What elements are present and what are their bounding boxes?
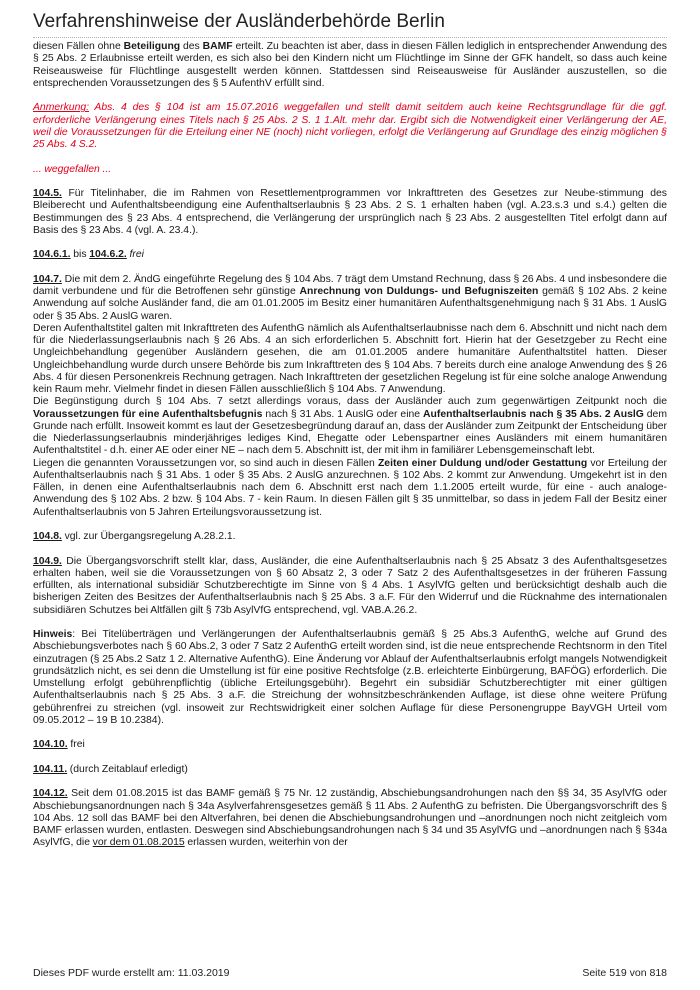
document-body (33, 41, 667, 850)
section-104-7: 104.7. Die mit dem 2. ÄndG eingeführte Regelung des § 104 Abs. 7 trägt dem Umstand Rechnung, dass § 26 Abs. 4 und insbesondere die damit verbundene und für die Betroffenen sehr günstige Anrechnung von Duldungs- und Befugniszeiten gemäß § 102 Abs. 2 keine Anwendung auf solche Ausländer fand, die am 01.01.2005 im Besitz einer humanitären Aufenthaltsgenehmigung nach § 31 Abs. 1 AuslG oder § 35 Abs. 2 AuslG waren. (33, 273, 667, 322)
section-104-9: 104.9. Die Übergangsvorschrift stellt klar, dass, Ausländer, die eine Aufenthaltserlaubnis nach § 25 Absatz 3 des Aufenthaltsgesetzes erhalten haben, weil sie die Voraussetzungen von § 60 Absatz 2, 3 oder 7 Satz 2 des Aufenthaltsgesetzes in der früheren Fassung erfüllten, als international subsidiär Schutzberechtigte im Sinne von § 4 Abs. 1 AsylVfG gelten und berücksichtigt deshalb auch die bisherigen Zeiten des Besitzes der Aufenthaltserlaubnis nach § 25 Abs. 3 a.F. Für den Widerruf und die Rücknahme des internationalen subsidiären Schutzes bei Altfällen gilt § 73b AsylVfG entsprechend, vgl. VAB.A.26.2. (33, 555, 667, 616)
footer-page-number: Seite 519 von 818 (582, 967, 667, 979)
section-number: 104.11. (33, 763, 68, 775)
section-number: 104.6.2. (89, 249, 127, 261)
section-104-7-para-4: Liegen die genannten Voraussetzungen vor, so sind auch in diesen Fällen Zeiten einer Duldung und/oder Gestattung vor Erteilung der Aufenthaltserlaubnis nach § 31 Abs. 1 oder § 35 Abs. 2 AuslG anzurechnen. § 102 Abs. 2 kommt zur Anwendung. Umgekehrt ist in den Fällen, in denen eine Aufenthaltserlaubnis nach dem 6. Abschnitt erst nach dem 1.1.2005 erteilt wurde, für eine - auch analoge- Anwendung des § 102 Abs. 2 bzw. § 104 Abs. 7 - kein Raum. In diesen Fällen gilt § 35 unmittelbar, so dass in jedem Fall der Besitz einer Aufenthaltserlaubnis von 5 Jahren Erteilungsvoraussetzung ist. (33, 457, 667, 518)
hinweis-label: Hinweis (33, 629, 73, 640)
section-104-8: 104.8. vgl. zur Übergangsregelung A.28.2.1. (33, 531, 236, 542)
header-divider (33, 37, 667, 38)
section-number: 104.10. (33, 739, 68, 751)
note-label: Anmerkung: (33, 102, 90, 114)
section-104-10: 104.10. frei (33, 739, 85, 751)
section-104-7-para-3: Die Begünstigung durch § 104 Abs. 7 setzt allerdings voraus, dass der Ausländer auch zum gegenwärtigen Zeitpunkt noch die Voraussetzungen für eine Aufenthaltsbefugnis nach § 31 Abs. 1 AuslG oder eine Aufenthaltserlaubnis nach § 35 Abs. 2 AuslG dem Grunde nach erfüllt. Insoweit kommt es laut der Gesetzesbegründung darauf an, dass der Ausländer zum Zeitpunkt der Entscheidung über die Niederlassungserlaubnis minderjähriges lediges Kind, Ehegatte oder Lebenspartner eines Ausländers mit einem humanitären Aufenthaltstitel - d.h. einer AE oder einer NE – nach dem 5. Abschnitt ist, der mit ihm in familiärer Lebensgemeinschaft lebt. (33, 396, 667, 457)
section-104-5: 104.5. Für Titelinhaber, die im Rahmen von Resettlementprogrammen vor Inkrafttreten des Gesetzes zur Neube-stimmung des Bleiberecht und Aufenthaltsbeendigung eine Aufenthaltserlaubnis § 23 Abs. 2 S. 1 erhalten haben (vgl. A.23.s.3 und s.4.) gelten die Bestimmungen des § 23 Abs. 4 entsprechend, die Verlängerung der ursprünglich nach § 23 Abs. 2 ausgestellten Titel erfolgt dann auf Basis des § 23 Abs. 4 (vgl. A. 23.4.). (33, 188, 667, 236)
section-104-6: 104.6.1. bis 104.6.2. frei (33, 249, 144, 261)
footer-created-date: Dieses PDF wurde erstellt am: 11.03.2019 (33, 967, 230, 979)
section-104-7-para-2: Deren Aufenthaltstitel galten mit Inkrafttreten des AufenthG nämlich als Aufenthaltserlaubnisse nach dem 6. Abschnitt und nicht nach dem für die Niederlassungserlaubnis nach § 26 Abs. 4 an sich erforderlichen 5. Abschnitt fort. Hierin hat der Gesetzgeber zu Recht eine Ungleichbehandlung gegenüber Ausländern gesehen, die am 01.01.2005 andere humanitäre Aufenthaltstitel hatten. Dieser Ungleichbehandlung wurde durch unsere Behörde bis zum Inkrafttreten des § 104 Abs. 7 bereits durch eine analoge Anwendung des § 26 Abs. 4 für diesen Personenkreis Rechnung getragen. Nach Inkrafttreten der gesetzlichen Regelung ist für eine solche analoge Anwendung kein Raum mehr. Vielmehr findet in diesen Fällen ausschließlich § 104 Abs. 7 Anwendung. (33, 322, 667, 395)
section-number: 104.6.1. (33, 249, 71, 261)
underlined-date: vor dem 01.08.2015 (92, 837, 185, 849)
section-104-11: 104.11. (durch Zeitablauf erledigt) (33, 763, 188, 775)
section-104-12: 104.12. Seit dem 01.08.2015 ist das BAMF gemäß § 75 Nr. 12 zuständig, Abschiebungsandrohungen nach den §§ 34, 35 AsylVfG oder Abschiebungsanordnungen nach § 34a Asylverfahrensgesetzes gemäß § 11 Abs. 2 AufenthG zu befristen. Die Übergangsvorschrift des § 104 Abs. 12 soll das BAMF bei den Altverfahren, bei denen die Abschiebungsandrohungen und –anordnungen noch nicht zeitgleich vom BAMF erlassen wurden, entlasten. Deswegen sind Abschiebungsandrohungen nach § 34 und 35 AsylVfG und –anordnungen nach § §34a AsylVfG, die vor dem 01.08.2015 erlassen wurden, weiterhin von der (33, 788, 667, 849)
section-number: 104.9. (33, 555, 62, 567)
hinweis-paragraph: Hinweis: Bei Titelüberträgen und Verlängerungen der Aufenthaltserlaubnis gemäß § 25 Abs.3 AufenthG, welche auf Grund des Abschiebungsverbotes nach § 60 Abs.2, 3 oder 7 Satz 2 AufenthG erteilt worden sind, ist die neue entsprechende Rechtsnorm in den Titel einzutragen (§ 25 Abs.2 Satz 1 2. Alternative AufenthG). Eine Änderung vor Ablauf der Aufenthaltserlaubnis erfolgt mangels Notwendigkeit grundsätzlich nicht, es sei denn die Umstellung ist für eine positive Rechtsfolge (z.B. erleichterte Einbürgerung, BAFÖG) erforderlich. Die Umstellung erfolgt gebührenpflichtig (übliche Erteilungsgebühr). Begehrt ein subsidiär Schutzberechtigter mit einer gültigen Aufenthaltserlaubnis nach § 25 Abs. 3 a.F. die Streichung der wohnsitzbeschränkenden Auflage, ist diese ohne weitere Prüfung gebührenfrei zu streichen (vgl. insoweit zur Rechtswidrigkeit einer solchen Auflage für diese Personengruppe BayVGH Urteil vom 09.05.2012 – 19 B 10.2384). (33, 629, 667, 726)
note-paragraph: Anmerkung: Abs. 4 des § 104 ist am 15.07.2016 weggefallen und stellt damit seitdem auch keine Rechtsgrundlage für die ggf. erforderliche Verlängerung eines Titels nach § 25 Abs. 2 S. 1 1.Alt. mehr dar. Ergibt sich die Notwendigkeit einer Verlängerung der AE, weil die Voraussetzungen für die Erteilung einer NE (noch) nicht vorliegen, erfolgt die Verlängerung auf Grundlage des einzig möglichen § 25 Abs. 4 S.2. (33, 102, 667, 150)
page-header-title: Verfahrenshinweise der Ausländerbehörde Berlin (33, 11, 445, 32)
removed-marker: ... weggefallen ... (33, 163, 112, 175)
section-number: 104.8. (33, 531, 62, 542)
paragraph-intro: diesen Fällen ohne Beteiligung des BAMF erteilt. Zu beachten ist aber, dass in diesen Fällen lediglich in entsprechender Anwendung des § 25 Abs. 2 Erlaubnisse erteilt werden, es sich also bei den Kindern nicht um Flüchtlinge im Sinne der GFK handelt, so dass auch keine Reiseausweise für Flüchtlinge ausgestellt werden können. Stattdessen sind Reiseausweise für Ausländer auszustellen, so die entsprechenden Voraussetzungen des § 5 AufenthV erfüllt sind. (33, 41, 667, 89)
section-number: 104.7. (33, 273, 62, 285)
section-number: 104.5. (33, 188, 62, 199)
section-number: 104.12. (33, 788, 68, 800)
